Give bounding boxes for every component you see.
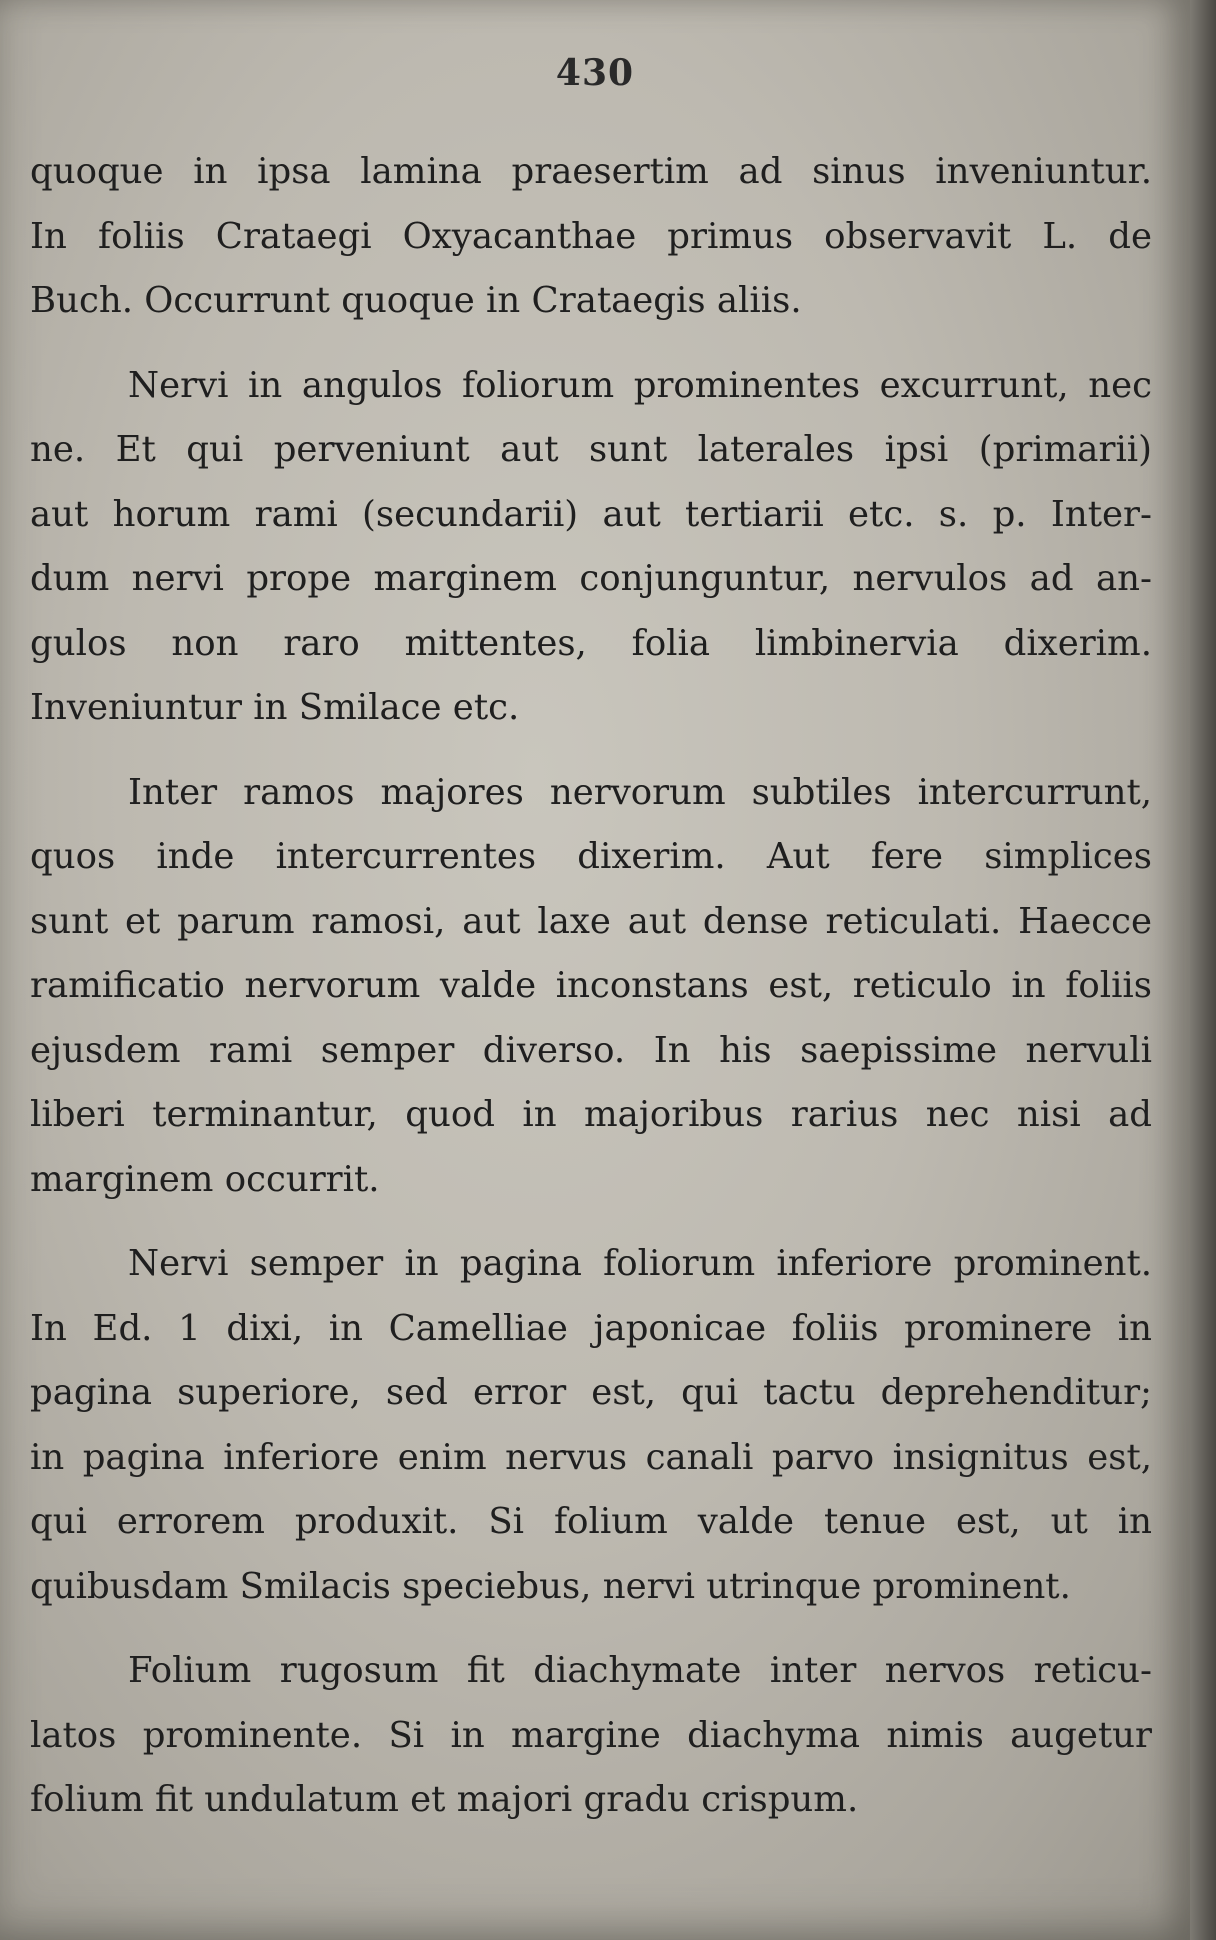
paragraph-2 [30, 354, 1152, 741]
text-line: qui errorem produxit. Si folium valde tenue est, ut in [30, 1501, 1152, 1542]
text-line: pagina superiore, sed error est, qui tactu deprehenditur; [30, 1372, 1152, 1413]
text-line: in pagina inferiore enim nervus canali parvo insignitus est, [30, 1436, 1152, 1478]
text-line: aut horum rami (secundarii) aut tertiarii etc. s. p. Inter- [30, 493, 1152, 535]
page-edge [1190, 0, 1216, 1940]
text-line: quibusdam Smilacis speciebus, nervi utrinque prominent. [30, 1565, 1071, 1607]
text-line: dum nervi prope marginem conjunguntur, nervulos ad an- [30, 558, 1152, 599]
text-line: ramificatio nervorum valde inconstans est, reticulo in foliis [30, 965, 1152, 1006]
text-line: ne. Et qui perveniunt aut sunt laterales ipsi (primarii) [30, 429, 1152, 470]
text-line: folium fit undulatum et majori gradu crispum. [30, 1779, 859, 1820]
text-line: Buch. Occurrunt quoque in Crataegis aliis. [30, 280, 802, 321]
text-line: Inter ramos majores nervorum subtiles intercurrunt, [128, 771, 1152, 813]
text-line: Inveniuntur in Smilace etc. [30, 687, 520, 728]
paragraph-5 [30, 1639, 1152, 1833]
page-number: 430 [555, 52, 635, 94]
text-line: Nervi semper in pagina foliorum inferiore prominent. [128, 1243, 1152, 1284]
text-line: In Ed. 1 dixi, in Camelliae japonicae foliis prominere in [30, 1307, 1152, 1349]
text-line: In foliis Crataegi Oxyacanthae primus observavit L. de [30, 215, 1152, 257]
paragraph-3 [30, 761, 1152, 1213]
text-line: latos prominente. Si in margine diachyma nimis augetur [30, 1714, 1152, 1756]
text-line: quoque in ipsa lamina praesertim ad sinus inveniuntur. [30, 151, 1152, 192]
text-line: Nervi in angulos foliorum prominentes excurrunt, nec [128, 364, 1152, 406]
paragraph-4 [30, 1232, 1152, 1619]
page-text [30, 140, 1152, 1833]
text-line: gulos non raro mittentes, folia limbinervia dixerim. [30, 622, 1152, 664]
paragraph-1 [30, 140, 1152, 334]
text-line: liberi terminantur, quod in majoribus rarius nec nisi ad [30, 1094, 1152, 1135]
text-line: ejusdem rami semper diverso. In his saepissime nervuli [30, 1029, 1152, 1071]
text-line: quos inde intercurrentes dixerim. Aut fere simplices [30, 836, 1152, 877]
text-line: marginem occurrit. [30, 1158, 380, 1200]
text-line: sunt et parum ramosi, aut laxe aut dense reticulati. Haecce [30, 900, 1152, 942]
text-line: Folium rugosum fit diachymate inter nervos reticu- [128, 1650, 1152, 1691]
